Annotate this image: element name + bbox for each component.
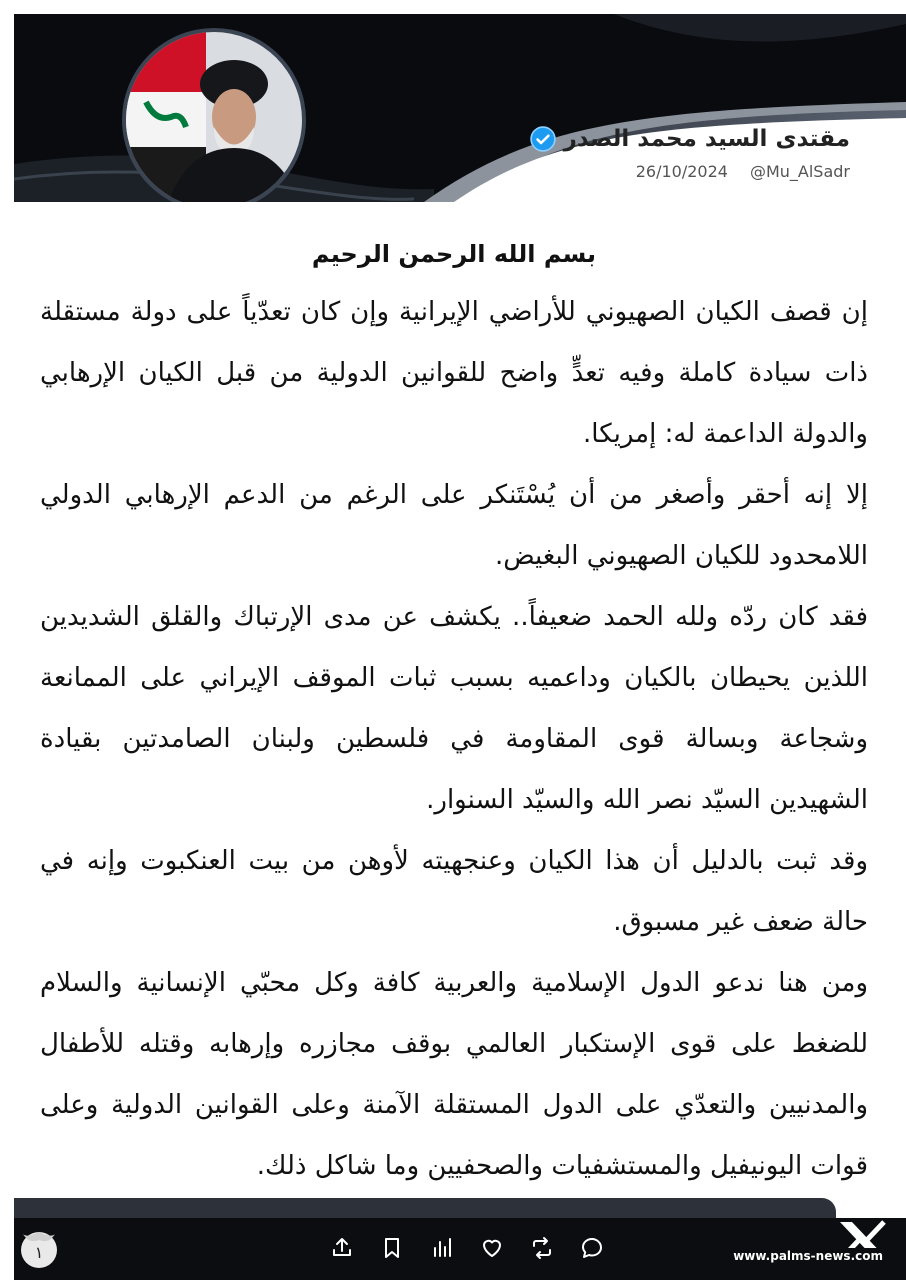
post-paragraph-1: إن قصف الكيان الصهيوني للأراضي الإيرانية وإن كان تعدّياً على دولة مستقلة ذات سيادة كاملة وفيه تعدٍّ واضح للقوانين الدولية من قبل الكيان الإرهابي والدولة الداعمة له: إمريكا. [40, 297, 868, 449]
reply-icon[interactable] [580, 1236, 604, 1260]
post-actions [330, 1236, 604, 1260]
like-icon[interactable] [480, 1236, 504, 1260]
user-handle[interactable]: @Mu_AlSadr [749, 162, 850, 181]
post-footer [0, 1192, 906, 1280]
user-info [520, 126, 850, 181]
user-name[interactable]: مقتدى السيد محمد الصدر [563, 126, 850, 152]
avatar[interactable] [126, 32, 302, 202]
profile-header [14, 14, 906, 202]
post-paragraph-2: إلا إنه أحقر وأصغر من أن يُسْتَنكر على الرغم من الدعم الإرهابي الدولي اللامحدود للكيان الصهيوني البغيض. [40, 480, 868, 571]
avatar-portrait [126, 32, 302, 202]
post-paragraph-3: فقد كان ردّه ولله الحمد ضعيفاً.. يكشف عن مدى الإرتباك والقلق الشديدين اللذين يحيطان بالكيان وداعميه بسبب ثبات الموقف الإيراني على الممانعة وشجاعة وبسالة قوى المقاومة في فلسطين ولبنان الصامدتين بقيادة الشهيدين السيّد نصر الله والسيّد السنوار. [40, 602, 868, 815]
bookmark-icon[interactable] [380, 1236, 404, 1260]
handle-row [520, 162, 850, 181]
post-basmala: بسم الله الرحمن الرحيم [311, 240, 597, 268]
post-paragraph-5: ومن هنا ندعو الدول الإسلامية والعربية كافة وكل محبّي الإنسانية والسلام للضغط على قوى الإستكبار العالمي بوقف مجازره وإرهابه وقتله للأطفال والمدنيين والتعدّي على الدول المستقلة الآمنة وعلى القوانين الدولية وعلى قوات اليونيفيل والمستشفيات والصحفيين وما شاكل ذلك. [40, 968, 868, 1181]
share-icon[interactable] [330, 1236, 354, 1260]
palms-logo-icon [14, 1222, 64, 1272]
post-date: 26/10/2024 [635, 162, 728, 181]
repost-icon[interactable] [530, 1236, 554, 1260]
footer-accent-bar [14, 1198, 836, 1218]
post-body [40, 222, 868, 1197]
views-icon[interactable] [430, 1236, 454, 1260]
svg-text:١: ١ [34, 1243, 44, 1262]
post-paragraph-4: وقد ثبت بالدليل أن هذا الكيان وعنجهيته لأوهن من بيت العنكبوت وإنه في حالة ضعف غير مسبوق. [40, 846, 868, 937]
watermark-url: www.palms-news.com [730, 1248, 886, 1264]
verified-badge-icon [530, 126, 556, 152]
